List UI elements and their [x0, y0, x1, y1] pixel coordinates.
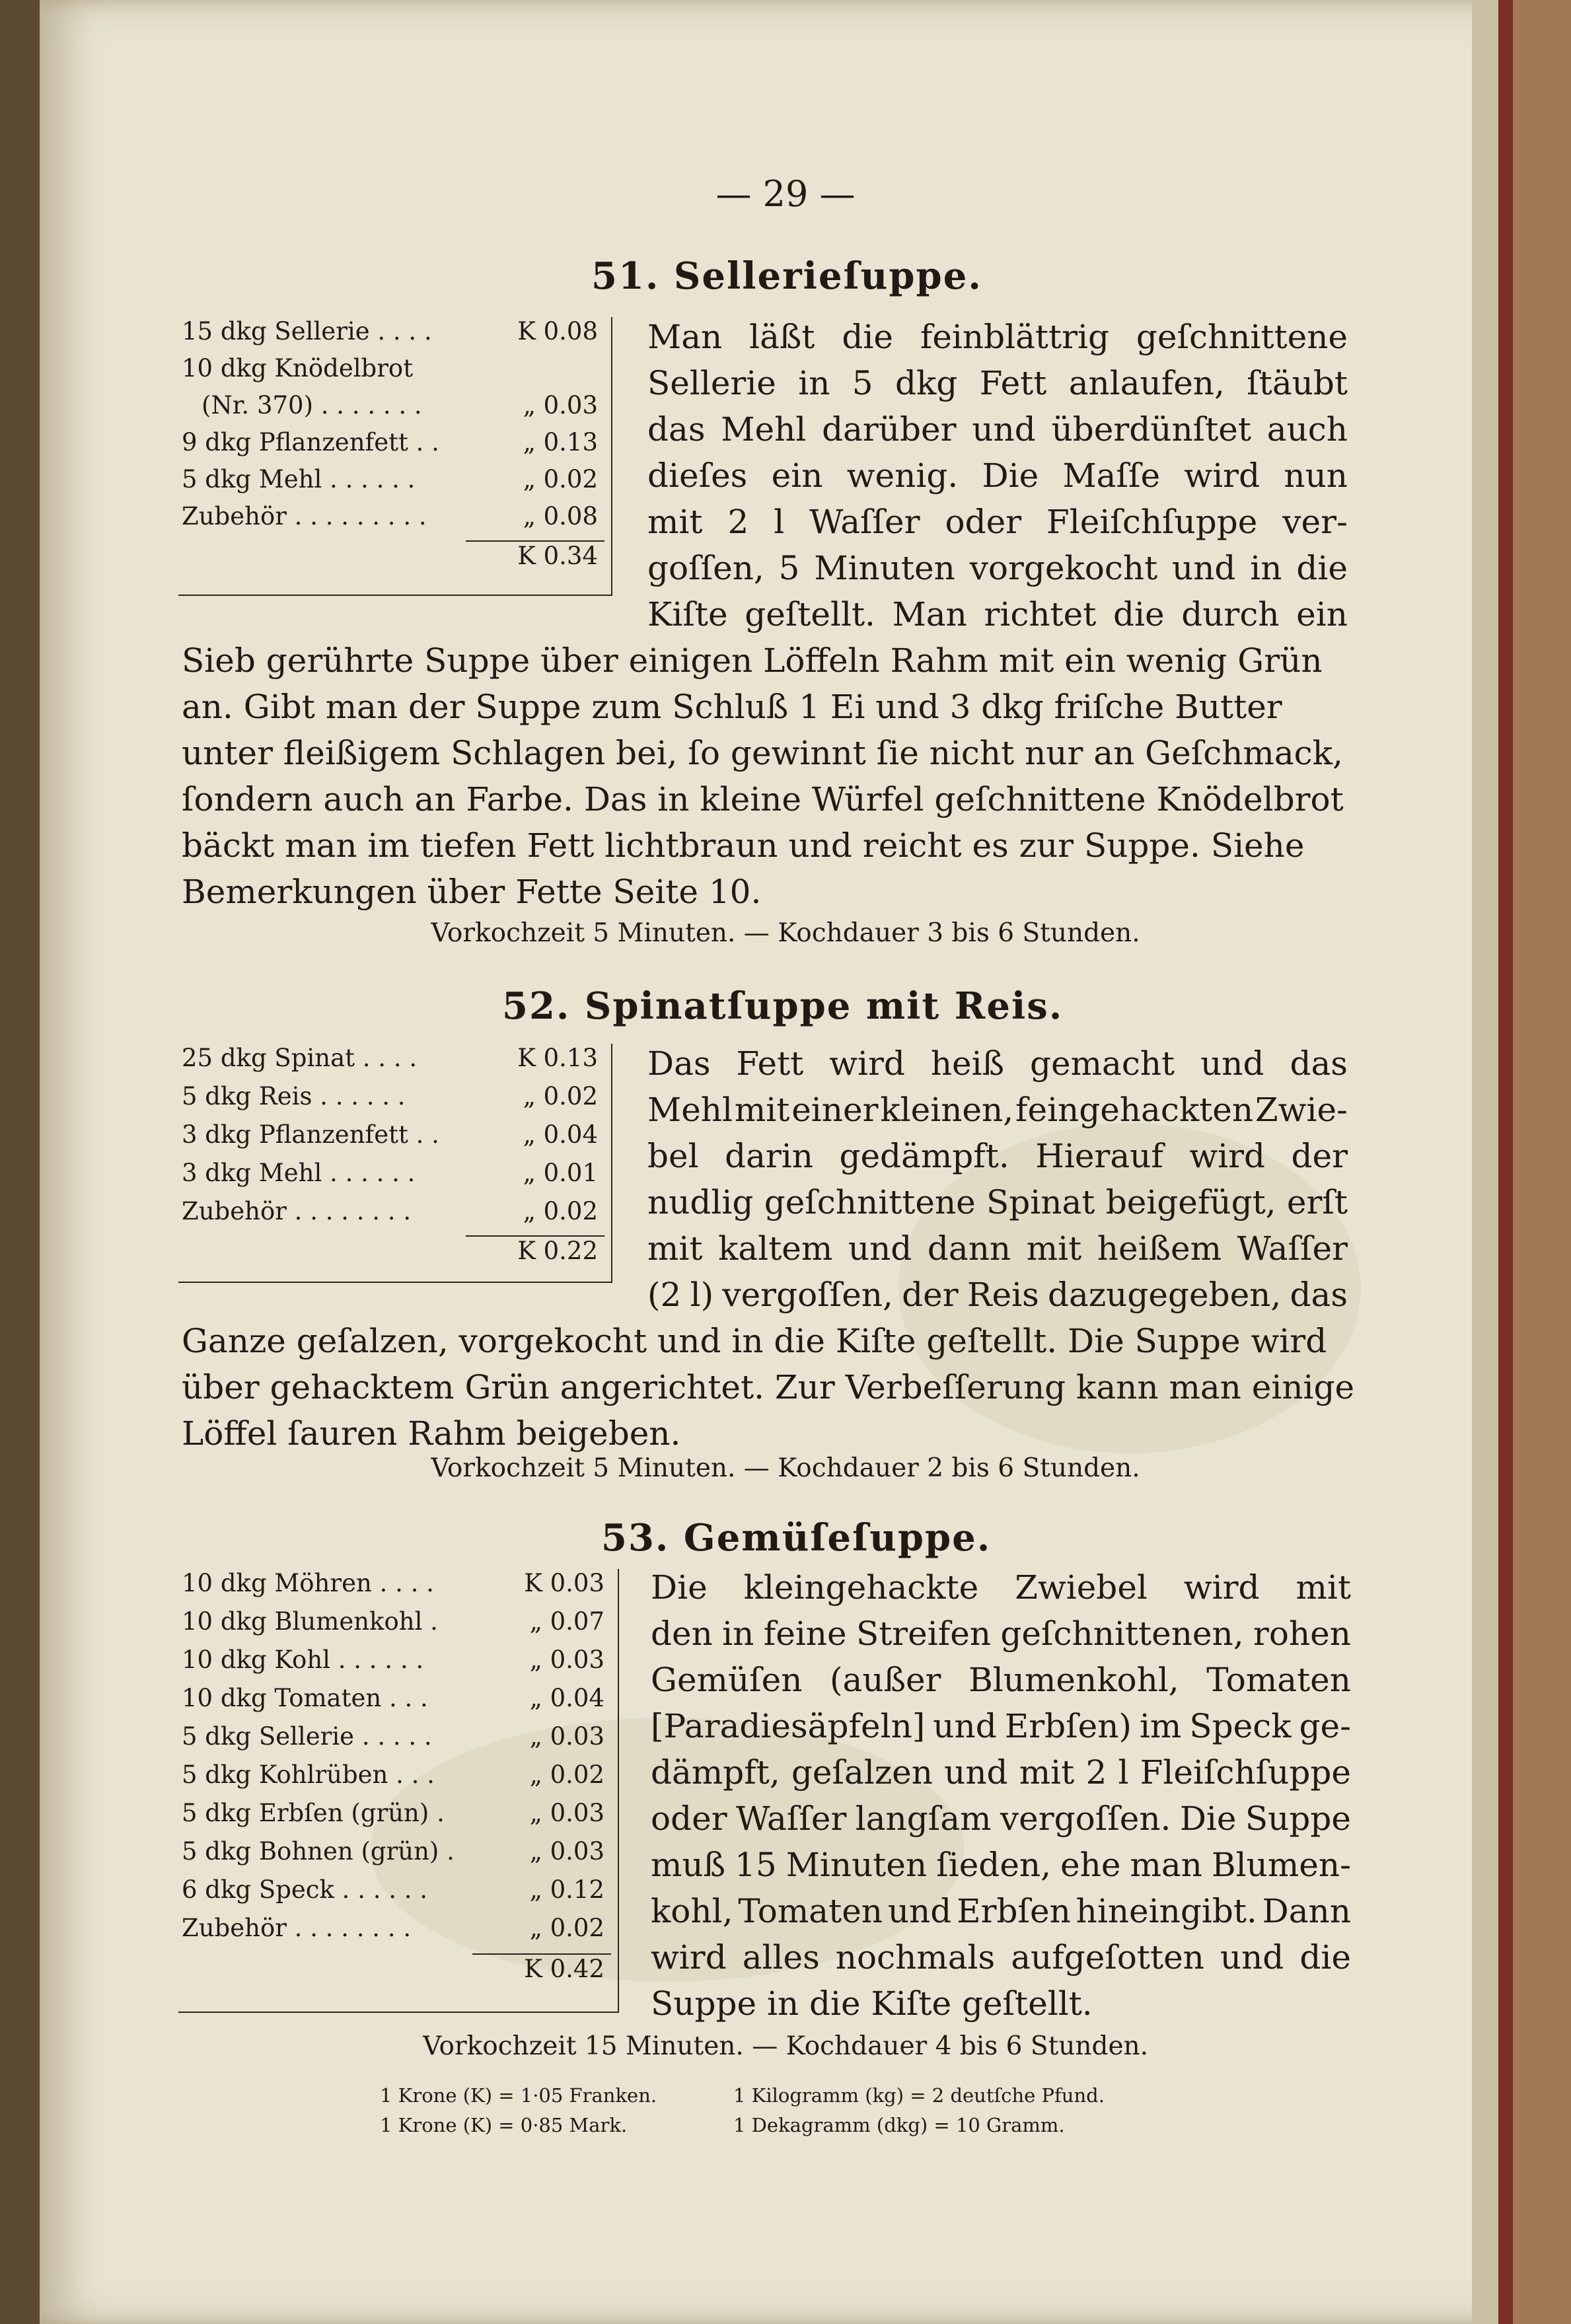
ingredient-row: [182, 317, 604, 354]
ingredient-price: „ 0.04: [523, 1120, 598, 1149]
text-line: (2 l) vergoſſen, der Reis dazugegeben, das: [647, 1276, 1348, 1314]
footnote-dekagram: 1 Dekagramm (dkg) = 10 Gramm.: [733, 2114, 1065, 2136]
ingredient-price: „ 0.07: [529, 1607, 604, 1636]
ingredient-price: „ 0.03: [529, 1799, 604, 1827]
text-line: [Paradiesäpfeln] und Erbſen) im Speck ge-: [651, 1707, 1351, 1745]
ingredient-name: 5 dkg Mehl . . . . . .: [182, 465, 416, 493]
ingredient-box-border: [178, 2012, 619, 2013]
ingredient-row: [182, 1120, 604, 1157]
text-line: bel darin gedämpft. Hierauf wird der: [647, 1137, 1348, 1175]
text-line: an. Gibt man der Suppe zum Schluß 1 Ei und 3 dkg friſche Butter: [182, 688, 1282, 726]
ingredient-price: „ 0.03: [529, 1722, 604, 1751]
book-gutter: [0, 0, 40, 2324]
ingredient-box-border: [178, 595, 612, 596]
ingredient-price: „ 0.03: [529, 1837, 604, 1866]
page-number: — 29 —: [715, 173, 856, 215]
ingredient-price: „ 0.03: [523, 391, 598, 419]
text-line: Sieb gerührte Suppe über einigen Löffeln Rahm mit ein wenig Grün: [182, 641, 1323, 680]
ingredient-price: „ 0.02: [523, 1082, 598, 1110]
ingredient-name: 10 dkg Knödelbrot: [182, 354, 414, 382]
ingredient-name: 5 dkg Erbſen (grün) .: [182, 1799, 445, 1827]
cooking-time-52: Vorkochzeit 5 Minuten. — Kochdauer 2 bis 6 Stunden.: [431, 1453, 1140, 1483]
ingredient-row: [182, 1646, 628, 1683]
ingredient-row: [182, 391, 604, 428]
ingredient-row: [182, 1722, 628, 1759]
ingredient-total: K 0.22: [517, 1237, 598, 1265]
text-line: kohl, Tomaten und Erbſen hineingibt. Dann: [651, 1892, 1351, 1930]
ingredient-total-row: [182, 1237, 604, 1274]
text-line: Suppe in die Kiſte geſtellt.: [651, 1984, 1093, 2023]
ingredient-name: 5 dkg Kohlrüben . . .: [182, 1761, 435, 1789]
ingredient-name: 10 dkg Möhren . . . .: [182, 1569, 434, 1597]
text-line: Sellerie in 5 dkg Fett anlaufen, ſtäubt: [647, 364, 1348, 402]
ingredient-row: [182, 1197, 604, 1234]
page-edge-red: [1498, 0, 1513, 2324]
ingredient-row: [182, 1761, 628, 1797]
ingredient-name: Zubehör . . . . . . . .: [182, 1914, 412, 1942]
ingredient-name: Zubehör . . . . . . . .: [182, 1197, 412, 1225]
recipe-title-52: 52. Spinatſuppe mit Reis.: [502, 984, 1064, 1028]
page-edge-block: [1472, 0, 1498, 2324]
text-line: Das Fett wird heiß gemacht und das: [647, 1044, 1348, 1083]
cooking-time-53: Vorkochzeit 15 Minuten. — Kochdauer 4 bis 6 Stunden.: [422, 2031, 1149, 2061]
text-line: das Mehl darüber und überdünſtet auch: [647, 410, 1348, 449]
ingredient-price: „ 0.01: [523, 1159, 598, 1187]
text-line: Man läßt die feinblättrig geſchnittene: [647, 318, 1348, 356]
ingredient-price: K 0.03: [524, 1569, 604, 1597]
ingredient-row: [182, 1082, 604, 1119]
ingredient-name: 10 dkg Tomaten . . .: [182, 1684, 428, 1712]
ingredient-row: [182, 1799, 628, 1836]
ingredient-price: „ 0.02: [529, 1914, 604, 1942]
ingredient-name: 5 dkg Bohnen (grün) .: [182, 1837, 455, 1866]
ingredient-box-border: [611, 1044, 612, 1282]
ingredient-total: K 0.42: [524, 1955, 604, 1983]
text-line: goſſen, 5 Minuten vorgekocht und in die: [647, 549, 1348, 587]
ingredient-name: 15 dkg Sellerie . . . .: [182, 317, 432, 345]
text-line: Löffel ſauren Rahm beigeben.: [182, 1414, 681, 1453]
text-line: über gehacktem Grün angerichtet. Zur Verbeſſerung kann man einige: [182, 1368, 1355, 1406]
text-line: bäckt man im tiefen Fett lichtbraun und reicht es zur Suppe. Siehe: [182, 826, 1305, 865]
ingredient-total: K 0.34: [517, 542, 598, 570]
ingredient-name: 6 dkg Speck . . . . . .: [182, 1875, 428, 1904]
ingredient-price: „ 0.08: [523, 502, 598, 530]
ingredient-row: [182, 1875, 628, 1912]
ingredient-row: [182, 428, 604, 465]
ingredient-row: [182, 354, 604, 391]
text-line: den in feine Streifen geſchnittenen, rohen: [651, 1615, 1351, 1653]
footnote-krone-mark: 1 Krone (K) = 0·85 Mark.: [380, 2114, 628, 2136]
ingredient-price: „ 0.02: [523, 465, 598, 493]
text-line: Ganze geſalzen, vorgekocht und in die Kiſte geſtellt. Die Suppe wird: [182, 1322, 1327, 1360]
ingredient-price: „ 0.02: [529, 1761, 604, 1789]
footnote-kilogram: 1 Kilogramm (kg) = 2 deutſche Pfund.: [733, 2084, 1105, 2107]
ingredient-row: [182, 1044, 604, 1081]
cooking-time-51: Vorkochzeit 5 Minuten. — Kochdauer 3 bis 6 Stunden.: [431, 918, 1140, 948]
ingredient-price: K 0.08: [517, 317, 598, 345]
text-line: dämpft, geſalzen und mit 2 l Fleiſchſuppe: [651, 1753, 1351, 1792]
text-line: Gemüſen (außer Blumenkohl, Tomaten: [651, 1661, 1351, 1699]
ingredient-row: [182, 1159, 604, 1196]
ingredient-name: 9 dkg Pflanzenfett . .: [182, 428, 439, 456]
text-line: Mehl mit einer kleinen, feingehackten Zwie-: [647, 1091, 1348, 1129]
ingredient-row: [182, 1914, 628, 1951]
text-line: mit kaltem und dann mit heißem Waſſer: [647, 1229, 1348, 1268]
text-line: Die kleingehackte Zwiebel wird mit: [651, 1568, 1351, 1607]
ingredient-name: 10 dkg Blumenkohl .: [182, 1607, 438, 1636]
recipe-title-53: 53. Gemüſeſuppe.: [601, 1516, 992, 1560]
ingredient-total-row: [182, 542, 604, 579]
ingredient-row: [182, 1569, 628, 1606]
ingredient-price: K 0.13: [517, 1044, 598, 1072]
text-line: unter fleißigem Schlagen bei, ſo gewinnt ſie nicht nur an Geſchmack,: [182, 734, 1343, 772]
ingredient-list-51: [182, 317, 604, 595]
text-line: ſondern auch an Farbe. Das in kleine Würfel geſchnittene Knödelbrot: [182, 780, 1344, 818]
ingredient-total-row: [182, 1955, 628, 1992]
text-line: mit 2 l Waſſer oder Fleiſchſuppe ver-: [647, 503, 1348, 541]
ingredient-name: Zubehör . . . . . . . . .: [182, 502, 427, 530]
text-line: nudlig geſchnittene Spinat beigefügt, erſt: [647, 1183, 1348, 1221]
text-line: dieſes ein wenig. Die Maſſe wird nun: [647, 456, 1348, 495]
text-line: oder Waſſer langſam vergoſſen. Die Suppe: [651, 1799, 1351, 1838]
ingredient-row: [182, 502, 604, 539]
ingredient-price: „ 0.02: [523, 1197, 598, 1225]
ingredient-row: [182, 1684, 628, 1721]
ingredient-row: [182, 465, 604, 502]
ingredient-row: [182, 1837, 628, 1874]
ingredient-row: [182, 1607, 628, 1644]
text-line: Kiſte geſtellt. Man richtet die durch ein: [647, 595, 1348, 634]
ingredient-box-border: [618, 1569, 619, 2012]
ingredient-price: „ 0.03: [529, 1646, 604, 1674]
ingredient-name: 5 dkg Reis . . . . . .: [182, 1082, 406, 1110]
ingredient-price: „ 0.13: [523, 428, 598, 456]
ingredient-list-52: [182, 1044, 604, 1282]
footnote-krone-francs: 1 Krone (K) = 1·05 Franken.: [380, 2084, 657, 2107]
ingredient-box-border: [178, 1282, 612, 1283]
text-line: Bemerkungen über Fette Seite 10.: [182, 873, 762, 911]
ingredient-price: „ 0.04: [529, 1684, 604, 1712]
text-line: muß 15 Minuten ſieden, ehe man Blumen-: [651, 1846, 1351, 1884]
recipe-title-51: 51. Sellerieſuppe.: [591, 254, 982, 298]
ingredient-name: (Nr. 370) . . . . . . .: [201, 391, 422, 419]
text-line: wird alles nochmals aufgeſotten und die: [651, 1938, 1351, 1977]
ingredient-name: 5 dkg Sellerie . . . . .: [182, 1722, 432, 1751]
ingredient-name: 3 dkg Pflanzenfett . .: [182, 1120, 439, 1149]
ingredient-name: 10 dkg Kohl . . . . . .: [182, 1646, 424, 1674]
ingredient-name: 3 dkg Mehl . . . . . .: [182, 1159, 416, 1187]
ingredient-price: „ 0.12: [529, 1875, 604, 1904]
ingredient-box-border: [611, 317, 612, 595]
ingredient-name: 25 dkg Spinat . . . .: [182, 1044, 418, 1072]
ingredient-list-53: [182, 1569, 628, 2018]
